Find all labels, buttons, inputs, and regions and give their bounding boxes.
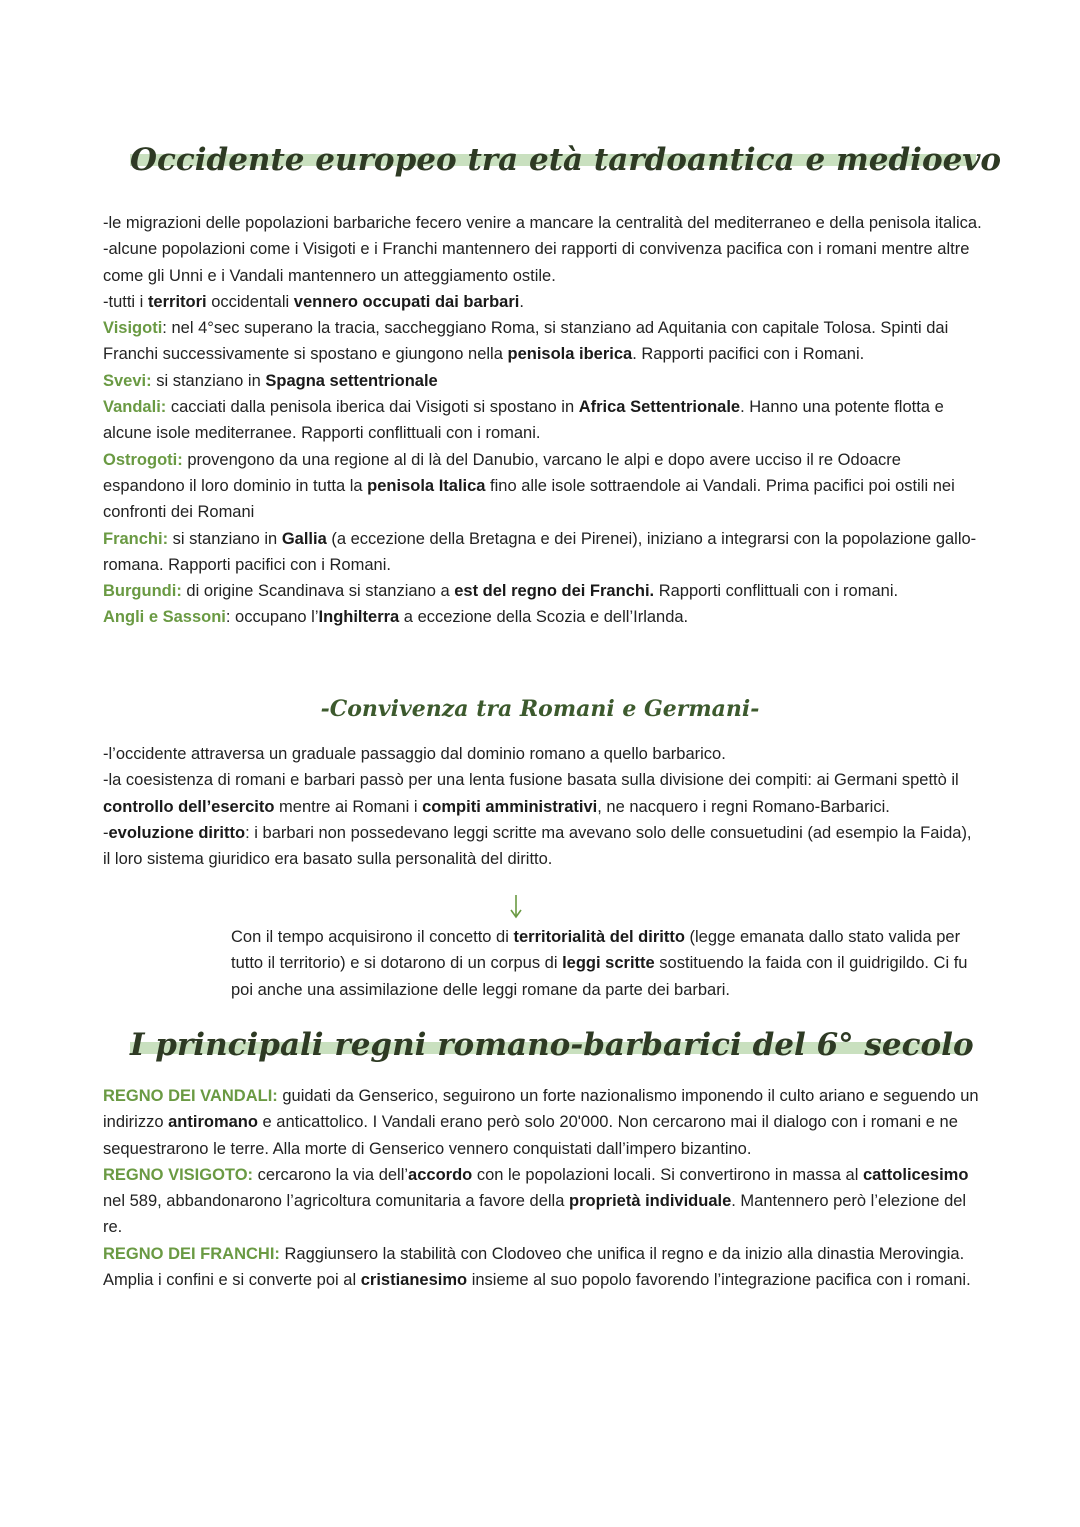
paragraph: Con il tempo acquisirono il concetto di territorialità del diritto (legge emanata dallo stato valida per tutto il territorio) e si dotarono di un corpus di leggi scritte sostituendo la faida con il guidrigildo. Ci fu poi anche una assimilazione delle leggi romane da parte dei barbari.	[231, 928, 968, 999]
page-title: Occidente europeo tra età tardoantica e medioevo	[130, 142, 1002, 178]
paragraph: -tutti i territori occidentali vennero occupati dai barbari.	[103, 292, 524, 311]
paragraph: -l’occidente attraversa un graduale passaggio dal dominio romano a quello barbarico.	[103, 745, 726, 763]
arrow-down-icon	[508, 894, 524, 920]
people-angli-sassoni: Angli e Sassoni: occupano l’Inghilterra a eccezione della Scozia e dell’Irlanda.	[103, 608, 689, 627]
subheading: -Convivenza tra Romani e Germani-	[320, 696, 760, 722]
people-label: Visigoti	[103, 319, 163, 338]
people-label: Ostrogoti:	[103, 450, 183, 469]
people-label: Vandali:	[103, 398, 167, 417]
paragraph: -le migrazioni delle popolazioni barbariche fecero venire a mancare la centralità del mediterraneo e della penisola italica.	[103, 214, 982, 232]
people-vandali: Vandali: cacciati dalla penisola iberica dai Visigoti si spostano in Africa Settentrionale. Hanno una potente flotta e alcune isole mediterranee. Rapporti conflittuali con i romani.	[103, 398, 944, 443]
people-franchi: Franchi: si stanziano in Gallia (a eccezione della Bretagna e dei Pirenei), iniziano a integrarsi con la popolazione gallo-romana. Rapporti pacifici con i Romani.	[103, 529, 977, 574]
people-label: Franchi:	[103, 529, 169, 548]
kingdom-visigoto: REGNO VISIGOTO: cercarono la via dell’accordo con le popolazioni locali. Si convertirono in massa al cattolicesimo nel 589, abbandonarono l’agricoltura comunitaria a favore della proprietà individuale. Mantennero però l’elezione del re.	[103, 1165, 969, 1237]
people-svevi: Svevi: si stanziano in Spagna settentrionale	[103, 371, 438, 390]
people-label: Angli e Sassoni	[103, 608, 226, 627]
section-convivenza	[103, 741, 983, 872]
people-label: Burgundi:	[103, 582, 182, 601]
section-title: I principali regni romano-barbarici del 6° secolo	[130, 1027, 974, 1063]
kingdom-vandali: REGNO DEI VANDALI: guidati da Genserico, seguirono un forte nazionalismo imponendo il culto ariano e seguendo un indirizzo antiromano e anticattolico. I Vandali erano però solo 20'000. Non cercarono mai il dialogo con i romani e ne sequestrarono le terre. Alla morte di Genserico vennero conquistati dall’impero bizantino.	[103, 1087, 979, 1158]
section-occidente	[103, 210, 983, 631]
people-ostrogoti: Ostrogoti: provengono da una regione al di là del Danubio, varcano le alpi e dopo avere ucciso il re Odoacre espandono il loro dominio in tutta la penisola Italica fino alle isole sottraendole ai Vandali. Prima pacifici poi ostili nei confronti dei Romani	[103, 450, 955, 522]
kingdom-label: REGNO DEI FRANCHI:	[103, 1244, 280, 1263]
people-visigoti: Visigoti: nel 4°sec superano la tracia, saccheggiano Roma, si stanziano ad Aquitania con capitale Tolosa. Spinti dai Franchi successivamente si spostano e giungono nella penisola iberica. Rapporti pacifici con i Romani.	[103, 319, 949, 364]
kingdom-label: REGNO DEI VANDALI:	[103, 1087, 278, 1105]
paragraph: -evoluzione diritto: i barbari non possedevano leggi scritte ma avevano solo delle consuetudini (ad esempio la Faida), il loro sistema giuridico era basato sulla personalità del diritto.	[103, 823, 972, 869]
section-regni	[103, 1083, 983, 1293]
indented-note	[231, 924, 981, 1003]
people-burgundi: Burgundi: di origine Scandinava si stanziano a est del regno dei Franchi. Rapporti conflittuali con i romani.	[103, 582, 899, 601]
kingdom-franchi: REGNO DEI FRANCHI: Raggiunsero la stabilità con Clodoveo che unifica il regno e da inizio alla dinastia Merovingia. Amplia i confini e si converte poi al cristianesimo insieme al suo popolo favorendo l’integrazione pacifica con i romani.	[103, 1244, 971, 1290]
people-label: Svevi:	[103, 371, 152, 390]
paragraph: -alcune popolazioni come i Visigoti e i Franchi mantennero dei rapporti di convivenza pacifica con i romani mentre altre come gli Unni e i Vandali mantennero un atteggiamento ostile.	[103, 240, 970, 285]
kingdom-label: REGNO VISIGOTO:	[103, 1165, 254, 1184]
paragraph: -la coesistenza di romani e barbari passò per una lenta fusione basata sulla divisione dei compiti: ai Germani spettò il controllo dell’esercito mentre ai Romani i compiti amministrativi, ne nacquero i regni Romano-Barbarici.	[103, 771, 959, 816]
